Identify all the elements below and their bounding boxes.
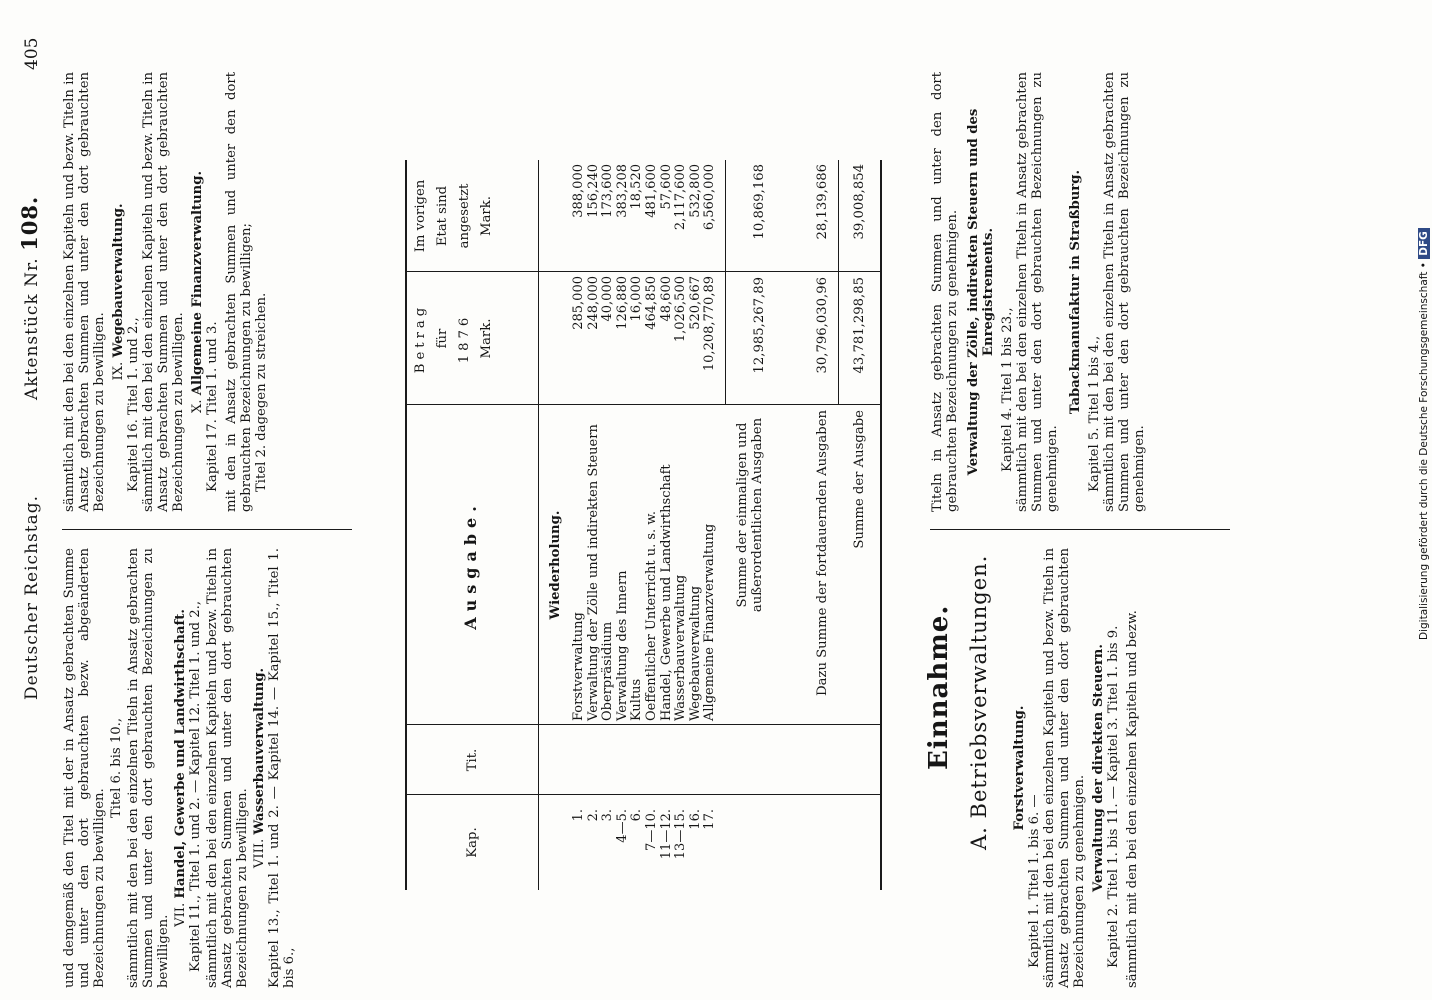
- tit-cell: [703, 725, 718, 795]
- expenditure-rows: [572, 160, 718, 890]
- col-header-unit: Mark.: [479, 318, 494, 359]
- col-header-kap: Kap.: [465, 827, 480, 858]
- income-title: Einnahme.: [924, 604, 954, 770]
- col-header-line: für: [435, 328, 450, 349]
- paragraph: sämmtlich mit den bei den einzelnen Titeln in Ansatz gebrachten Summen und unter den dort gebrauchten Bezeichnungen zu bewilligen.: [126, 548, 171, 988]
- label-cell: Forstverwaltung: [571, 612, 586, 721]
- col-header-line: Betrag: [413, 303, 428, 374]
- kap-cell: 3.: [600, 809, 616, 822]
- paragraph: mit den in Ansatz gebrachten Summen und unter den dort gebrauchten Bezeichnungen zu bewilligen;: [224, 72, 254, 512]
- total-rule: [838, 160, 839, 405]
- kap-cell: 7—10.: [643, 809, 659, 851]
- sum3-prev: 39,008,854: [852, 164, 867, 240]
- kap-cell: 16.: [687, 809, 703, 830]
- digitization-credit: [1418, 228, 1430, 640]
- amount-cell: 1,026,500: [673, 276, 689, 343]
- tit-cell: [645, 725, 660, 795]
- prev-cell: 481,600: [643, 164, 659, 218]
- prev-cell: 383,208: [614, 164, 630, 218]
- sum-rule: [725, 160, 726, 405]
- col-header-unit: Mark.: [479, 196, 494, 236]
- kap-cell: 17.: [702, 809, 718, 830]
- col-header-line: 1876: [457, 313, 472, 364]
- label-cell: Oberpräsidium: [600, 621, 616, 721]
- tit-cell: [616, 725, 631, 795]
- page-number: 405: [22, 37, 42, 70]
- amount-cell: 10,208,770,89: [702, 276, 718, 372]
- paragraph: sämmtlich mit den bei den einzelnen Kapiteln und bezw. Titeln in Ansatz gebrachten Summen und unter den dort gebrauchten Bezeichnungen zu bewilligen.: [141, 72, 186, 512]
- lower-column-divider: [930, 529, 1230, 530]
- col-header-tit: Tit.: [465, 748, 480, 772]
- header-left: Deutscher Reichstag.: [22, 495, 42, 700]
- label-cell: Allgemeine Finanzverwaltung: [702, 523, 718, 721]
- prev-cell: 18,520: [629, 164, 645, 210]
- label-cell: Oeffentlicher Unterricht u. s. w.: [643, 510, 659, 721]
- section-a-heading: A. Betriebsverwaltungen.: [967, 554, 991, 850]
- amount-cell: 248,000: [585, 276, 601, 330]
- col-header-line: Etat sind: [435, 185, 450, 247]
- kap-cell: 6.: [629, 809, 645, 822]
- prev-cell: 388,000: [571, 164, 586, 218]
- dfg-logo: DFG: [1418, 228, 1430, 259]
- label-cell: Handel, Gewerbe und Landwirthschaft: [658, 464, 674, 721]
- column-right: [62, 72, 269, 512]
- table-row: [660, 160, 675, 890]
- amount-cell: 126,880: [614, 276, 630, 330]
- title-range: Titel 6. bis 10.,: [109, 717, 124, 819]
- table-row: [616, 160, 631, 890]
- zoll-heading: Verwaltung der Zölle, indirekten Steuern und des Enregistrements.: [966, 108, 996, 476]
- credit-text: Digitalisierung gefördert durch die Deutsche Forschungsgemeinschaft •: [1418, 262, 1430, 640]
- expenditure-table: [572, 160, 718, 890]
- table-row: [689, 160, 704, 890]
- section-heading-ix: [111, 72, 126, 512]
- sum2-amount: 30,796,030,96: [815, 277, 830, 374]
- section-title: Wasserbauverwaltung.: [252, 667, 267, 835]
- paragraph: Titel 2. dagegen zu streichen.: [254, 292, 269, 492]
- section-heading-vii: [173, 548, 188, 988]
- column-left: [62, 548, 297, 988]
- col-header-line: angesetzt: [457, 183, 472, 249]
- zoll-text: sämmtlich mit den bei den einzelnen Titeln in Ansatz gebrachten Summen und unter den dort gebrauchten Bezeichnungen zu genehmigen.: [1015, 72, 1060, 512]
- section-number: VIII.: [252, 838, 267, 869]
- label-cell: Verwaltung der Zölle und indirekten Steuern: [585, 424, 601, 721]
- label-cell: Wasserbauverwaltung: [673, 574, 689, 721]
- amount-cell: 16,000: [629, 276, 645, 322]
- lower-column-right: [930, 72, 1147, 512]
- table-row: [630, 160, 645, 890]
- table-row: [703, 160, 718, 890]
- table-row: [601, 160, 616, 890]
- col-header-line: Im vorigen: [413, 179, 428, 253]
- table-row: [587, 160, 602, 890]
- table-row: [645, 160, 660, 890]
- sum3-amount: 43,781,298,85: [852, 277, 867, 374]
- kap-cell: 4—5.: [614, 809, 630, 843]
- label-cell: Kultus: [629, 678, 645, 721]
- sum1-prev: 10,869,168: [752, 164, 767, 240]
- header-document-number: 108.: [17, 195, 42, 251]
- table-row: [572, 160, 587, 890]
- direkt-text: sämmtlich mit den bei den einzelnen Kapiteln und bezw.: [1125, 610, 1140, 988]
- kap-cell: 2.: [585, 809, 601, 822]
- tabak-heading: Tabackmanufaktur in Straßburg.: [1068, 169, 1083, 415]
- section-number: VII.: [173, 902, 188, 927]
- paragraph: und demgemäß den Titel mit der in Ansatz gebrachten Summe und unter den dort gebrauchten bezw. abgeänderten Bezeichnungen zu bewilligen.: [62, 548, 107, 988]
- paragraph: sämmtlich mit den bei den einzelnen Kapiteln und bezw. Titeln in Ansatz gebrachten Summen und unter den dort gebrauchten Bezeichnungen zu bewilligen.: [205, 548, 250, 988]
- paragraph: Kapitel 13., Titel 1. und 2. — Kapitel 14. — Kapitel 15., Titel 1. bis 6.,: [267, 548, 297, 988]
- section-number: X.: [190, 399, 205, 414]
- table-bottom-rule: [880, 160, 882, 890]
- forst-heading: Forstverwaltung.: [1012, 705, 1027, 831]
- kap-cell: 1.: [571, 809, 586, 822]
- direkt-heading: Verwaltung der direkten Steuern.: [1091, 644, 1106, 892]
- amount-cell: 285,000: [571, 276, 586, 330]
- table-row: [674, 160, 689, 890]
- tit-cell: [674, 725, 689, 795]
- col-header-vorjahr: [410, 160, 498, 272]
- kap-cell: 13—15.: [673, 809, 689, 860]
- tit-cell: [630, 725, 645, 795]
- amount-cell: 48,600: [658, 276, 674, 322]
- header-center: [17, 195, 42, 400]
- amount-cell: 520,667: [687, 276, 703, 330]
- forst-text: sämmtlich mit den bei den einzelnen Kapiteln und bezw. Titeln in Ansatz gebrachten Summen und unter den dort gebrauchten Bezeichnungen zu genehmigen.: [1042, 548, 1087, 988]
- table-top-rule: [405, 160, 407, 890]
- direkt-line: Kapitel 2. Titel 1. bis 11. — Kapitel 3. Titel 1. bis 9.: [1106, 625, 1121, 968]
- section-title: Wegebauverwaltung.: [111, 203, 126, 358]
- tit-cell: [601, 725, 616, 795]
- sum3-label: Summe der Ausgabe: [852, 410, 867, 549]
- label-cell: Verwaltung des Innern: [614, 570, 630, 721]
- table-section-heading: Wiederholung.: [548, 510, 563, 620]
- prev-cell: 156,240: [585, 164, 601, 218]
- tabak-text: sämmtlich mit den bei den einzelnen Titeln in Ansatz gebrachten Summen und unter den dort gebrauchten Bezeichnungen zu genehmigen.: [1102, 72, 1147, 512]
- prev-cell: 173,600: [600, 164, 616, 218]
- sum2-prev: 28,139,686: [815, 164, 830, 240]
- sum1-amount: 12,985,267,89: [752, 277, 767, 374]
- section-heading-x: [190, 72, 205, 512]
- kap-cell: 11—12.: [658, 809, 674, 860]
- paragraph: Kapitel 16. Titel 1. und 2.,: [126, 317, 141, 492]
- prev-cell: 6,560,000: [702, 164, 718, 231]
- paragraph: Kapitel 11., Titel 1. und 2. — Kapitel 12. Titel 1. und 2.,: [188, 600, 203, 972]
- tit-cell: [689, 725, 704, 795]
- amount-cell: 40,000: [600, 276, 616, 322]
- table-header-rule: [538, 160, 539, 890]
- tit-cell: [587, 725, 602, 795]
- amount-cell: 464,850: [643, 276, 659, 330]
- paragraph: Kapitel 17. Titel 1. und 3.: [205, 321, 220, 492]
- tit-cell: [660, 725, 675, 795]
- paragraph: Titeln in Ansatz gebrachten Summen und unter den dort gebrauchten Bezeichnungen zu genehmigen.: [930, 72, 960, 512]
- column-divider: [62, 529, 352, 530]
- section-title: Handel, Gewerbe und Landwirthschaft.: [173, 609, 188, 899]
- forst-line: Kapitel 1. Titel 1. bis 6. —: [1027, 794, 1042, 968]
- section-heading-viii: [252, 548, 267, 988]
- col-header-ausgabe: Ausgabe.: [461, 500, 480, 630]
- sum2-label: Dazu Summe der fortdauernden Ausgaben: [815, 410, 830, 696]
- section-number: IX.: [111, 361, 126, 381]
- header-document-label: Aktenstück Nr.: [22, 257, 42, 400]
- col-header-betrag: [410, 272, 498, 405]
- lower-column-left: [1012, 548, 1140, 988]
- label-cell: Wegebauverwaltung: [687, 585, 703, 721]
- prev-cell: 532,800: [687, 164, 703, 218]
- zoll-line: Kapitel 4. Titel 1 bis 23.,: [1000, 307, 1015, 472]
- prev-cell: 2,117,600: [673, 164, 689, 231]
- tabak-line: Kapitel 5. Titel 1 bis 4.,: [1087, 335, 1102, 492]
- section-title: Allgemeine Finanzverwaltung.: [190, 170, 205, 396]
- tit-cell: [572, 725, 587, 795]
- paragraph: sämmtlich mit den bei den einzelnen Kapiteln und bezw. Titeln in Ansatz gebrachten Summen und unter den dort gebrauchten Bezeichnungen zu bewilligen.: [62, 72, 107, 512]
- sum1-label: Summe der einmaligen und außerordentlichen Ausgaben: [735, 417, 765, 613]
- prev-cell: 57,600: [658, 164, 674, 210]
